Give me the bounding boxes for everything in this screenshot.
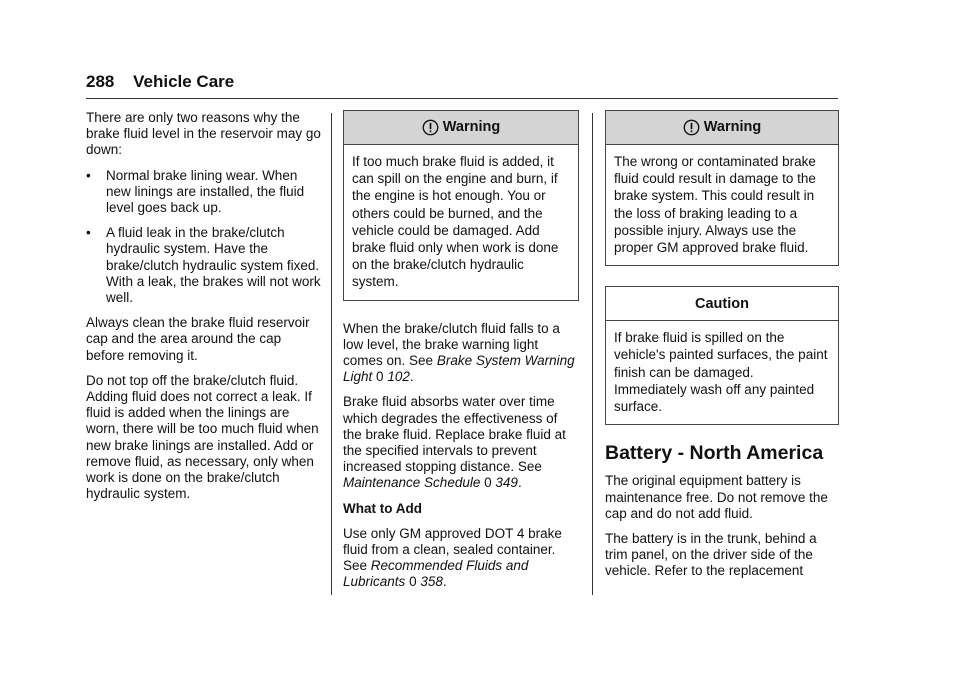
section-title: Vehicle Care — [133, 72, 235, 91]
warning-header — [344, 111, 578, 145]
intro-paragraph: There are only two reasons why the brake fluid level in the reservoir may go down: — [86, 110, 321, 158]
cross-reference-link[interactable]: Recommended Fluids and Lubricants — [343, 558, 529, 590]
paragraph-text: When the brake/clutch fluid falls to a low level, the brake warning light comes on. See — [343, 320, 560, 369]
warning-body: The wrong or contaminated brake fluid could result in damage to the brake system. This could result in the loss of braking leading to a possible injury. Always use the proper GM approved brake fluid. — [614, 154, 816, 256]
paragraph: Use only GM approved DOT 4 brake fluid from a clean, sealed container. See Recommended Fluids and Lubricants 0 358. — [343, 525, 562, 590]
cross-reference-link[interactable]: Maintenance Schedule — [343, 475, 481, 491]
warning-icon — [422, 119, 439, 136]
page-ref-symbol: 0 — [409, 574, 417, 590]
column-1 — [86, 110, 322, 511]
caution-box — [605, 286, 839, 425]
paragraph: Brake fluid absorbs water over time which degrades the effectiveness of the brake fluid. Replace brake fluid at the specified intervals to prevent increased stopping distance. See Maintenance Schedule 0 349. — [343, 394, 566, 491]
section-heading: Battery - North America — [605, 442, 824, 465]
paragraph: The original equipment battery is maintenance free. Do not remove the cap and do not add fluid. — [605, 473, 828, 521]
warning-icon — [683, 119, 700, 136]
page-header — [86, 72, 234, 92]
column-2 — [343, 110, 579, 600]
warning-title: Warning — [703, 119, 762, 136]
list-item — [86, 225, 322, 306]
header-rule — [86, 98, 838, 99]
paragraph: When the brake/clutch fluid falls to a low level, the brake warning light comes on. See Brake System Warning Light 0 102. — [343, 320, 575, 385]
page-ref-symbol: 0 — [484, 475, 492, 491]
warning-box — [605, 110, 839, 266]
subheading: What to Add — [343, 500, 422, 516]
paragraph: Always clean the brake fluid reservoir cap and the area around the cap before removing it. — [86, 315, 310, 363]
paragraph-text: Brake fluid absorbs water over time which degrades the effectiveness of the brake fluid. Replace brake fluid at the specified intervals to prevent increased stopping distance. See — [343, 394, 566, 475]
paragraph-text: Use only GM approved DOT 4 brake fluid from a clean, sealed container. See — [343, 525, 562, 574]
list-item-text: A fluid leak in the brake/clutch hydraulic system. Have the brake/clutch hydraulic system fixed. With a leak, the brakes will not work well. — [106, 225, 321, 306]
warning-body: If too much brake fluid is added, it can spill on the engine and burn, if the engine is hot enough. You or others could be burned, and the vehicle could be damaged. Add brake fluid only when work is done on the brake/clutch hydraulic system. — [352, 154, 559, 290]
caution-body: If brake fluid is spilled on the vehicle's painted surfaces, the paint finish can be damaged. Immediately wash off any painted surface. — [614, 330, 828, 415]
page-ref-number[interactable]: 349 — [495, 475, 518, 491]
column-3 — [605, 110, 839, 589]
paragraph: Do not top off the brake/clutch fluid. Adding fluid does not correct a leak. If fluid is added when the linings are worn, there will be too much fluid when new brake linings are installed. Add or remove fluid, as necessary, only when work is done on the brake/clutch hydraulic system. — [86, 372, 319, 502]
warning-header — [606, 111, 838, 145]
list-item — [86, 168, 322, 217]
page-ref-symbol: 0 — [376, 369, 384, 385]
page-number: 288 — [86, 72, 115, 91]
cross-reference-link[interactable]: Brake System Warning Light — [343, 353, 575, 385]
page-ref-number[interactable]: 102 — [387, 369, 410, 385]
warning-box — [343, 110, 579, 301]
column-divider-1 — [331, 113, 332, 595]
bullet-marker: • — [86, 167, 91, 183]
bullet-marker: • — [86, 225, 91, 241]
warning-title: Warning — [442, 119, 501, 136]
caution-header: Caution — [606, 287, 838, 321]
list-item-text: Normal brake lining wear. When new linings are installed, the fluid level goes back up. — [106, 167, 305, 216]
page-ref-number[interactable]: 358 — [420, 574, 443, 590]
paragraph: The battery is in the trunk, behind a trim panel, on the driver side of the vehicle. Refer to the replacement — [605, 531, 817, 579]
column-divider-2 — [592, 113, 593, 595]
